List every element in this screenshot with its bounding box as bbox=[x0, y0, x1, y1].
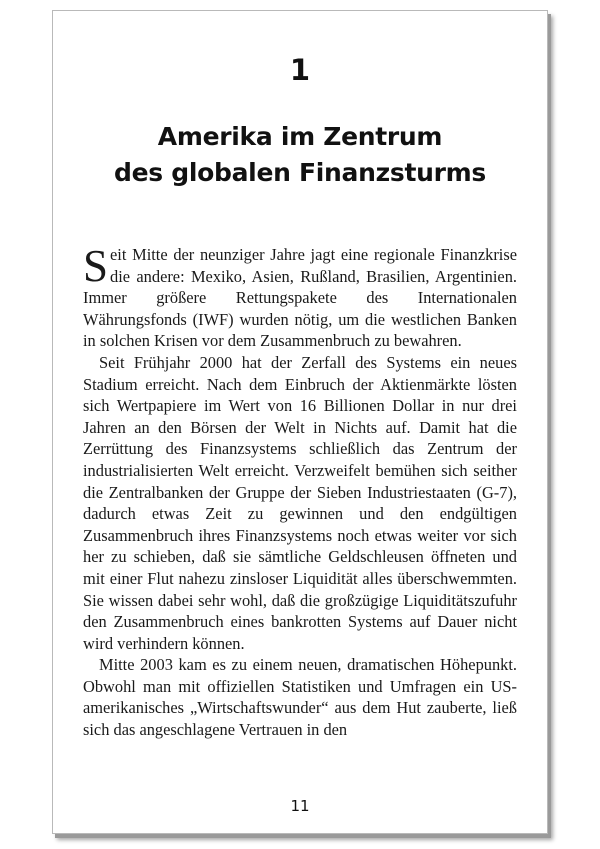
paragraph-1 bbox=[83, 241, 517, 352]
drop-cap: S bbox=[83, 241, 109, 291]
book-page bbox=[52, 10, 548, 834]
body-text bbox=[83, 241, 517, 741]
page-number: 11 bbox=[290, 797, 310, 815]
paragraph-2: Seit Frühjahr 2000 hat der Zerfall des Systems ein neues Stadium erreicht. Nach dem Einbruch der Aktienmärkte lösten sich Wertpapiere im Wert von 16 Billionen Dollar in nur drei Jahren an den Börsen der Welt in Nichts auf. Damit hat die Zerrüttung des Finanzsystems schließlich das Zentrum der industrialisierten Welt erreicht. Verzweifelt bemühen sich seither die Zentralbanken der Gruppe der Sieben Industriestaaten (G-7), dadurch etwas Zeit zu gewinnen und den endgültigen Zusammenbruch ihres Finanzsystems noch etwas weiter vor sich her zu schieben, daß sie sämtliche Geldschleusen öffneten und mit einer Flut nahezu zinsloser Liquidität alles überschwemmten. Sie wissen dabei sehr wohl, daß die großzügige Liquiditätszufuhr den Zusammenbruch eines bankrotten Systems auf Dauer nicht wird verhindern können. bbox=[83, 352, 517, 653]
chapter-title bbox=[53, 119, 547, 191]
paragraph-3: Mitte 2003 kam es zu einem neuen, dramatischen Höhepunkt. Obwohl man mit offiziellen Statistiken und Umfragen ein US-amerikanisches „Wirtschaftswunder“ aus dem Hut zauberte, ließ sich das angeschlagene Vertrauen in den bbox=[83, 655, 517, 740]
chapter-title-line-2: des globalen Finanzsturms bbox=[114, 158, 486, 187]
paragraph-1-text: eit Mitte der neunziger Jahre jagt eine regionale Finanzkrise die andere: Mexiko, Asien, Rußland, Brasilien, Argentinien. Immer größere Rettungspakete des Internationalen Währungsfonds (IWF) wurden nötig, um die westlichen Banken in solchen Krisen vor dem Zusammenbruch zu bewahren. bbox=[83, 245, 517, 351]
chapter-title-line-1: Amerika im Zentrum bbox=[157, 122, 443, 151]
chapter-number: 1 bbox=[289, 53, 311, 87]
